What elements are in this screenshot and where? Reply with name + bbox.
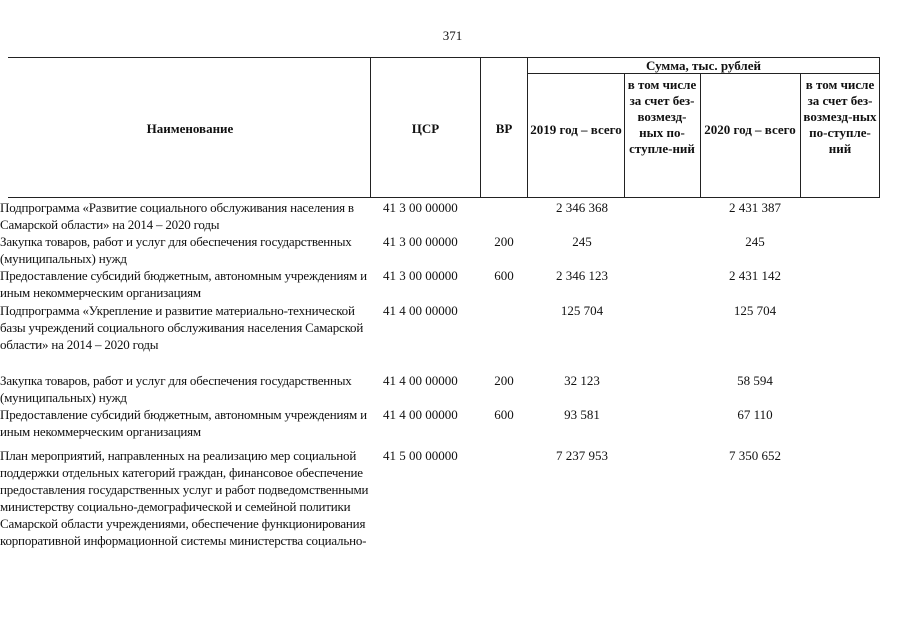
row-2020: 58 594 bbox=[737, 373, 773, 388]
header-divider bbox=[700, 73, 701, 197]
header-2019-free: в том числе за счет без-возмезд-ных по-ступле-ний bbox=[627, 77, 697, 156]
header-2019-total: 2019 год – всего bbox=[530, 122, 622, 137]
row-vr: 600 bbox=[494, 407, 514, 422]
row-name: План мероприятий, направленных на реализацию мер социальной поддержки отдельных категорий граждан, финансовое обеспечение предоставления государственных услуг и работ подведомственными министерству социально-демографической и семейной политики Самарской области учреждениями, обеспечение функционирования корпоративной информационной системы министерства социально- bbox=[0, 448, 369, 548]
row-name: Закупка товаров, работ и услуг для обеспечения государственных (муниципальных) нужд bbox=[0, 373, 352, 405]
header-divider bbox=[527, 57, 528, 197]
row-vr: 600 bbox=[494, 268, 514, 283]
row-2020: 125 704 bbox=[733, 303, 777, 318]
row-2019: 2 346 123 bbox=[556, 268, 608, 283]
row-csr: 41 3 00 00000 bbox=[383, 268, 458, 283]
row-2020: 245 bbox=[745, 234, 765, 249]
header-2020-free: в том числе за счет без-возмезд-ных по-ступле-ний bbox=[803, 77, 877, 156]
row-csr: 41 5 00 00000 bbox=[383, 448, 458, 463]
row-csr: 41 3 00 00000 bbox=[383, 200, 458, 215]
row-2019: 245 bbox=[572, 234, 592, 249]
row-2019: 2 346 368 bbox=[556, 200, 608, 215]
header-2020-total: 2020 год – всего bbox=[704, 122, 796, 137]
header-bottom-rule bbox=[8, 197, 880, 198]
row-2020: 67 110 bbox=[737, 407, 773, 422]
row-2019: 7 237 953 bbox=[556, 448, 608, 463]
row-2020: 2 431 387 bbox=[729, 200, 781, 215]
row-csr: 41 4 00 00000 bbox=[383, 407, 458, 422]
row-csr: 41 3 00 00000 bbox=[383, 234, 458, 249]
header-sum: Сумма, тыс. рублей bbox=[646, 58, 761, 73]
row-csr: 41 4 00 00000 bbox=[383, 303, 458, 318]
row-name: Предоставление субсидий бюджетным, автономным учреждениям и иным некоммерческим организациям bbox=[0, 407, 367, 439]
row-vr: 200 bbox=[494, 373, 514, 388]
row-name: Подпрограмма «Укрепление и развитие материально-технической базы учреждений социального обслуживания населения Самарской области» на 2014 – 2020 годы bbox=[0, 303, 364, 352]
row-csr: 41 4 00 00000 bbox=[383, 373, 458, 388]
row-2019: 93 581 bbox=[564, 407, 600, 422]
row-name: Закупка товаров, работ и услуг для обеспечения государственных (муниципальных) нужд bbox=[0, 234, 352, 266]
row-2019: 32 123 bbox=[564, 373, 600, 388]
row-2020: 2 431 142 bbox=[729, 268, 781, 283]
header-name: Наименование bbox=[146, 121, 234, 136]
header-vr: ВР bbox=[495, 121, 513, 136]
header-divider bbox=[624, 73, 625, 197]
row-2019: 125 704 bbox=[560, 303, 604, 318]
header-divider bbox=[800, 73, 801, 197]
header-csr: ЦСР bbox=[411, 121, 440, 136]
row-2020: 7 350 652 bbox=[729, 448, 781, 463]
row-vr: 200 bbox=[494, 234, 514, 249]
header-divider bbox=[879, 57, 880, 197]
row-name: Подпрограмма «Развитие социального обслуживания населения в Самарской области» на 2014 – 2020 годы bbox=[0, 200, 354, 232]
row-name: Предоставление субсидий бюджетным, автономным учреждениям и иным некоммерческим организациям bbox=[0, 268, 367, 300]
page-number: 371 bbox=[442, 28, 463, 43]
